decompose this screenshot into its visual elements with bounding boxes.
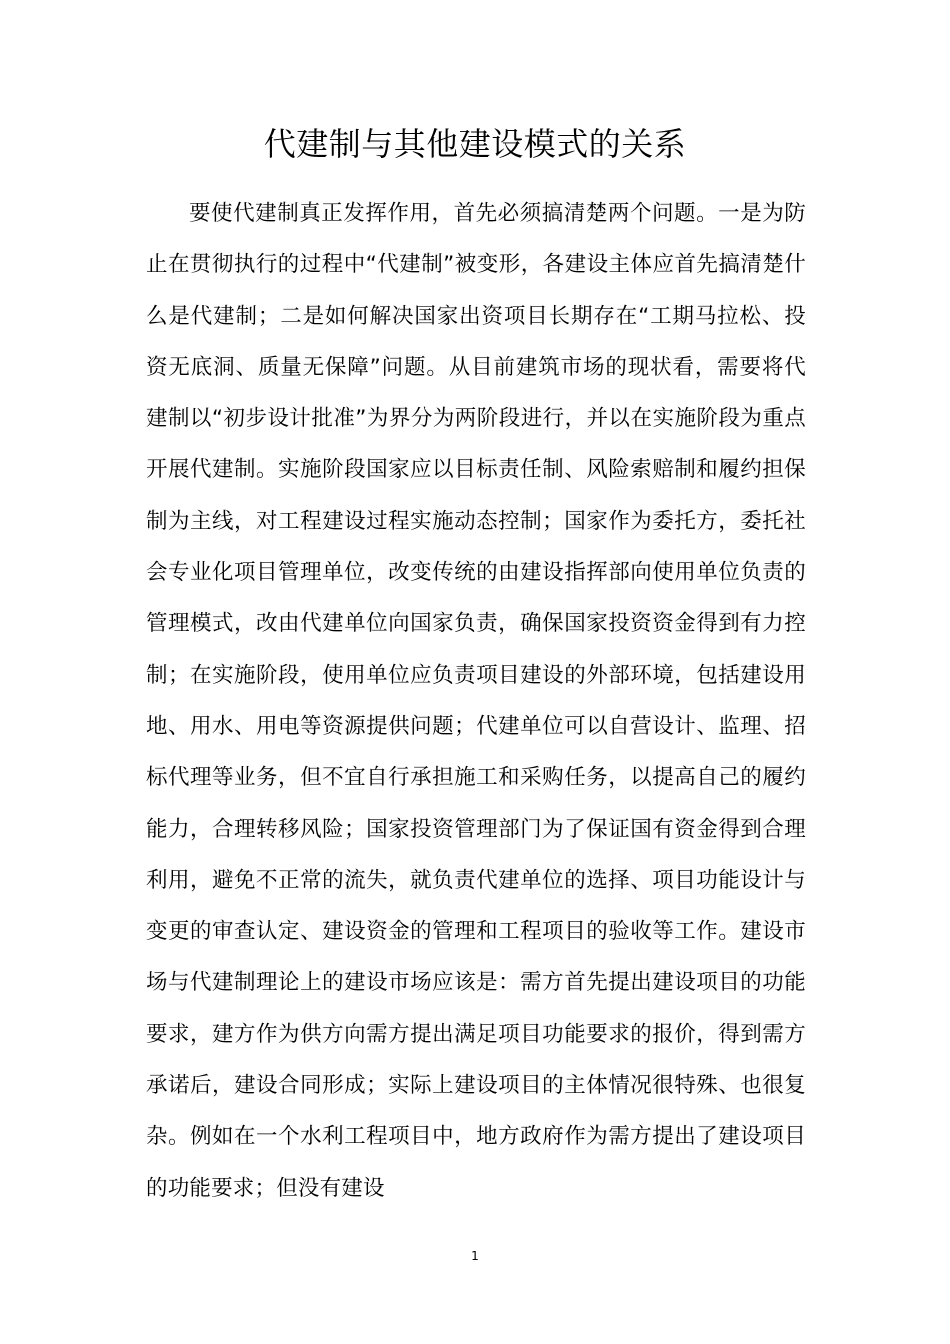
page-number: 1 — [471, 1249, 479, 1263]
body-paragraph: 要使代建制真正发挥作用，首先必须搞清楚两个问题。一是为防止在贯彻执行的过程中“代建制”被变形，各建设主体应首先搞清楚什么是代建制；二是如何解决国家出资项目长期存在“工期马拉松、投资无底洞、质量无保障”问题。从目前建筑市场的现状看，需要将代建制以“初步设计批准”为界分为两阶段进行，并以在实施阶段为重点开展代建制。实施阶段国家应以目标责任制、风险索赔制和履约担保制为主线，对工程建设过程实施动态控制；国家作为委托方，委托社会专业化项目管理单位，改变传统的由建设指挥部向使用单位负责的管理模式，改由代建单位向国家负责，确保国家投资资金得到有力控制；在实施阶段，使用单位应负责项目建设的外部环境，包括建设用地、用水、用电等资源提供问题；代建单位可以自营设计、监理、招标代理等业务，但不宜自行承担施工和采购任务，以提高自己的履约能力，合理转移风险；国家投资管理部门为了保证国有资金得到合理利用，避免不正常的流失，就负责代建单位的选择、项目功能设计与变更的审查认定、建设资金的管理和工程项目的验收等工作。建设市场与代建制理论上的建设市场应该是：需方首先提出建设项目的功能要求，建方作为供方向需方提出满足项目功能要求的报价，得到需方承诺后，建设合同形成；实际上建设项目的主体情况很特殊、也很复杂。例如在一个水利工程项目中，地方政府作为需方提出了建设项目的功能要求；但没有建设 — [146, 201, 806, 1201]
document-title: 代建制与其他建设模式的关系 — [263, 125, 687, 163]
